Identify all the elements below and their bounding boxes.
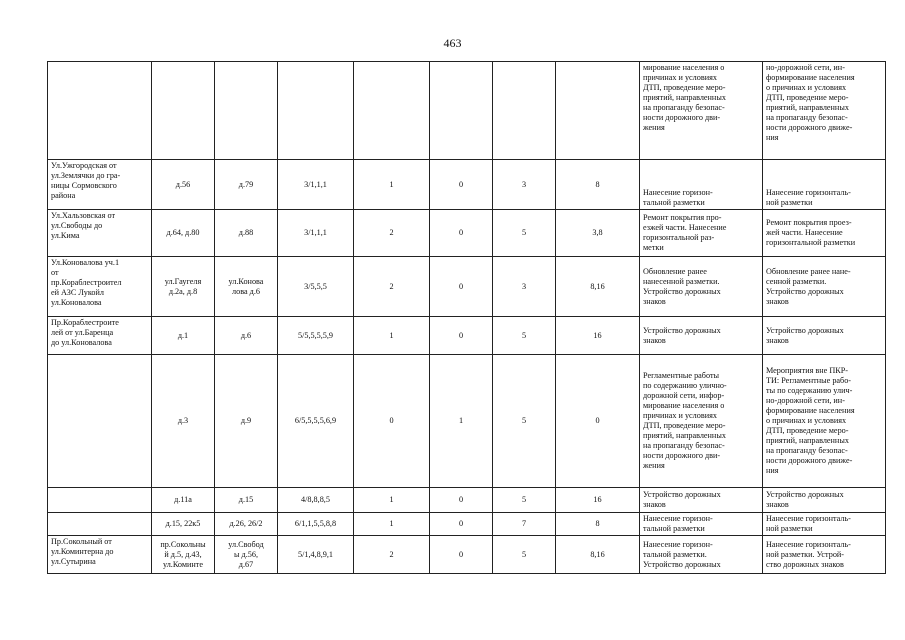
measure-b-cell: но-дорожной сети, ин- формирование населения о причинах и условиях ДТП, проведение меро- приятий, направленных на пропаганду безопас- ности дорожного движе- ния — [763, 62, 886, 160]
value-3-cell: 5 — [493, 488, 556, 513]
measure-a-cell: Регламентные работы по содержанию улично- дорожной сети, инфор- мирование населения о причинах и условиях ДТП, проведение меро- приятий, направленных на пропаганду безопас- ности дорожного дви- жения — [640, 355, 763, 488]
from-address-cell: д.1 — [152, 317, 215, 355]
to-address-cell — [215, 62, 278, 160]
value-1-cell: 2 — [354, 257, 430, 317]
table-row — [48, 160, 886, 210]
value-3-cell: 3 — [493, 160, 556, 210]
to-address-cell: д.79 — [215, 160, 278, 210]
street-cell: Пр.Сокольный от ул.Коминтерна до ул.Сутырина — [48, 536, 152, 574]
code-cell: 5/1,4,8,9,1 — [278, 536, 354, 574]
measure-a-cell: Нанесение горизон- тальной разметки. Устройство дорожных — [640, 536, 763, 574]
measure-a-cell: Устройство дорожных знаков — [640, 488, 763, 513]
table-row — [48, 488, 886, 513]
table-row — [48, 536, 886, 574]
to-address-cell: ул.Конова лова д.6 — [215, 257, 278, 317]
measure-b-cell: Устройство дорожных знаков — [763, 317, 886, 355]
value-3-cell — [493, 62, 556, 160]
value-3-cell: 5 — [493, 210, 556, 257]
value-4-cell: 8,16 — [556, 257, 640, 317]
value-2-cell: 0 — [430, 317, 493, 355]
code-cell: 6/1,1,5,5,8,8 — [278, 513, 354, 536]
to-address-cell: д.15 — [215, 488, 278, 513]
street-cell: Пр.Кораблестроите лей от ул.Баренца до ул.Коновалова — [48, 317, 152, 355]
street-cell: Ул.Ужгородская от ул.Землячки до гра- ницы Сормовского района — [48, 160, 152, 210]
code-cell: 3/1,1,1 — [278, 160, 354, 210]
table-row — [48, 257, 886, 317]
table-row — [48, 210, 886, 257]
code-cell: 3/5,5,5 — [278, 257, 354, 317]
measure-b-cell: Нанесение горизонталь- ной разметки — [763, 160, 886, 210]
value-1-cell — [354, 62, 430, 160]
from-address-cell: д.56 — [152, 160, 215, 210]
value-4-cell: 8,16 — [556, 536, 640, 574]
value-3-cell: 3 — [493, 257, 556, 317]
from-address-cell: д.3 — [152, 355, 215, 488]
value-1-cell: 1 — [354, 513, 430, 536]
value-2-cell: 0 — [430, 513, 493, 536]
from-address-cell: д.15, 22к5 — [152, 513, 215, 536]
value-1-cell: 1 — [354, 160, 430, 210]
table-row — [48, 355, 886, 488]
value-3-cell: 5 — [493, 317, 556, 355]
table-row — [48, 513, 886, 536]
code-cell: 4/8,8,8,5 — [278, 488, 354, 513]
measure-a-cell: Нанесение горизон- тальной разметки — [640, 160, 763, 210]
to-address-cell: ул.Свобод ы д.56, д.67 — [215, 536, 278, 574]
value-1-cell: 0 — [354, 355, 430, 488]
measure-b-cell: Мероприятия вне ПКР- ТИ: Регламентные рабо- ты по содержанию улич- но-дорожной сети, ин- формирование населения о причинах и условиях ДТП, проведение меро- приятий, направленных на пропаганду безопас- ности дорожного движе- ния — [763, 355, 886, 488]
value-4-cell: 0 — [556, 355, 640, 488]
value-1-cell: 2 — [354, 536, 430, 574]
to-address-cell: д.26, 26/2 — [215, 513, 278, 536]
measure-a-cell: Устройство дорожных знаков — [640, 317, 763, 355]
from-address-cell: ул.Гаугеля д.2а, д.8 — [152, 257, 215, 317]
to-address-cell: д.88 — [215, 210, 278, 257]
to-address-cell: д.6 — [215, 317, 278, 355]
value-1-cell: 1 — [354, 317, 430, 355]
road-measures-table — [47, 61, 886, 574]
measure-b-cell: Ремонт покрытия проез- жей части. Нанесение горизонтальной разметки — [763, 210, 886, 257]
value-4-cell: 16 — [556, 488, 640, 513]
code-cell: 6/5,5,5,5,6,9 — [278, 355, 354, 488]
street-cell — [48, 513, 152, 536]
value-4-cell: 3,8 — [556, 210, 640, 257]
measure-a-cell: Обновление ранее нанесенной разметки. Устройство дорожных знаков — [640, 257, 763, 317]
value-2-cell: 0 — [430, 160, 493, 210]
code-cell — [278, 62, 354, 160]
street-cell — [48, 62, 152, 160]
measure-a-cell: Ремонт покрытия про- езжей части. Нанесение горизонтальной раз- метки — [640, 210, 763, 257]
value-3-cell: 5 — [493, 536, 556, 574]
value-3-cell: 5 — [493, 355, 556, 488]
code-cell: 3/1,1,1 — [278, 210, 354, 257]
street-cell: Ул.Хальзовская от ул.Свободы до ул.Кима — [48, 210, 152, 257]
to-address-cell: д.9 — [215, 355, 278, 488]
value-4-cell: 8 — [556, 513, 640, 536]
value-2-cell: 0 — [430, 536, 493, 574]
value-3-cell: 7 — [493, 513, 556, 536]
value-2-cell: 1 — [430, 355, 493, 488]
measure-b-cell: Нанесение горизонталь- ной разметки — [763, 513, 886, 536]
street-cell — [48, 488, 152, 513]
page-number: 463 — [443, 36, 462, 50]
value-4-cell: 8 — [556, 160, 640, 210]
measure-b-cell: Устройство дорожных знаков — [763, 488, 886, 513]
value-2-cell: 0 — [430, 257, 493, 317]
measure-b-cell: Нанесение горизонталь- ной разметки. Устрой- ство дорожных знаков — [763, 536, 886, 574]
from-address-cell: пр.Сокольны й д.5, д.43, ул.Коминте — [152, 536, 215, 574]
from-address-cell: д.11а — [152, 488, 215, 513]
value-2-cell — [430, 62, 493, 160]
value-4-cell — [556, 62, 640, 160]
value-1-cell: 1 — [354, 488, 430, 513]
value-2-cell: 0 — [430, 488, 493, 513]
value-2-cell: 0 — [430, 210, 493, 257]
value-4-cell: 16 — [556, 317, 640, 355]
street-cell: Ул.Коновалова уч.1 от пр.Кораблестроител ей АЗС Лукойл ул.Коновалова — [48, 257, 152, 317]
code-cell: 5/5,5,5,5,9 — [278, 317, 354, 355]
value-1-cell: 2 — [354, 210, 430, 257]
measure-a-cell: мирование населения о причинах и условиях ДТП, проведение меро- приятий, направленных на пропаганду безопас- ности дорожного дви- жения — [640, 62, 763, 160]
table-row — [48, 62, 886, 160]
from-address-cell — [152, 62, 215, 160]
from-address-cell: д.64, д.80 — [152, 210, 215, 257]
street-cell — [48, 355, 152, 488]
measure-a-cell: Нанесение горизон- тальной разметки — [640, 513, 763, 536]
table-row — [48, 317, 886, 355]
measure-b-cell: Обновление ранее нане- сенной разметки. Устройство дорожных знаков — [763, 257, 886, 317]
